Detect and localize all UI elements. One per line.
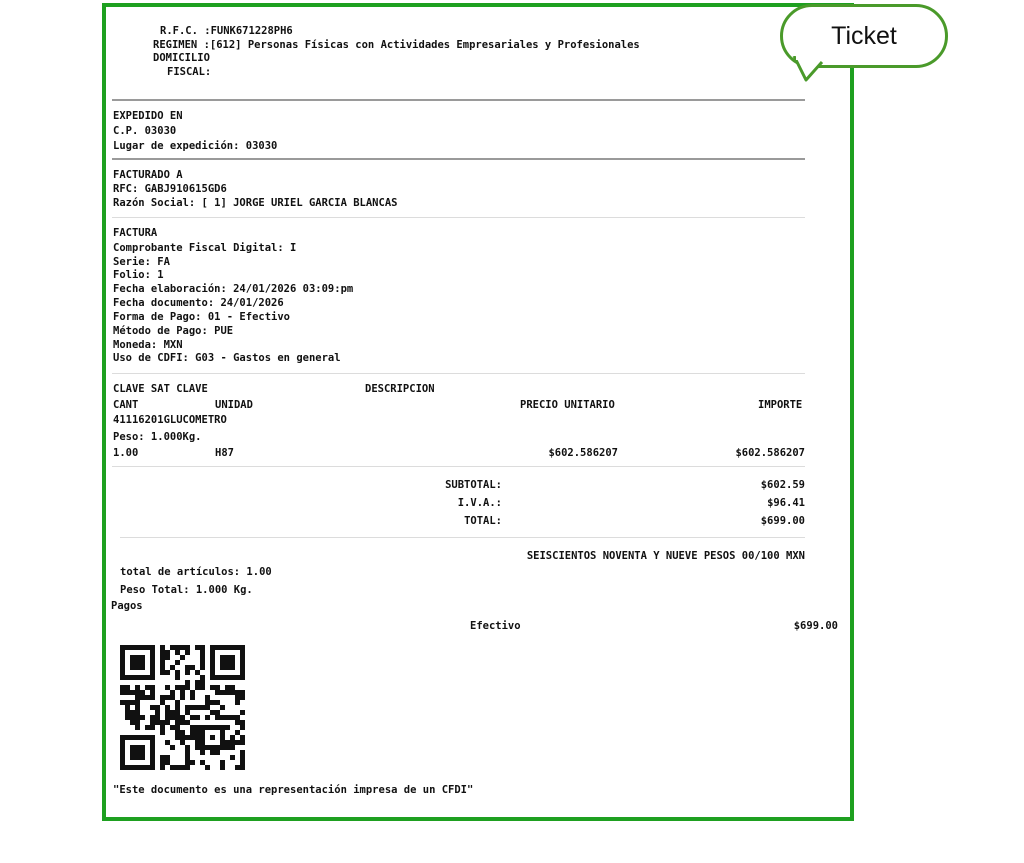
iva-label: I.V.A.: bbox=[457, 497, 502, 509]
subtotal-value: $602.59 bbox=[760, 479, 805, 491]
facturado-title: FACTURADO A bbox=[113, 169, 183, 181]
amount-in-words: SEISCIENTOS NOVENTA Y NUEVE PESOS 00/100 MXN bbox=[526, 550, 805, 562]
cfdi-note: "Este documento es una representación impresa de un CFDI" bbox=[113, 784, 474, 796]
col-header-importe: IMPORTE bbox=[758, 399, 803, 411]
fiscal-line: FISCAL: bbox=[167, 66, 212, 78]
facturado-rfc: RFC: GABJ910615GD6 bbox=[113, 183, 227, 195]
regimen-line: REGIMEN :[612] Personas Físicas con Actividades Empresariales y Profesionales bbox=[153, 39, 640, 51]
expedido-lugar: Lugar de expedición: 03030 bbox=[113, 140, 278, 152]
divider bbox=[112, 373, 805, 374]
col-header-unidad: UNIDAD bbox=[215, 399, 253, 411]
item-clave-desc: 41116201GLUCOMETRO bbox=[113, 414, 227, 426]
factura-line: Fecha documento: 24/01/2026 bbox=[113, 297, 284, 309]
factura-line: Uso de CDFI: G03 - Gastos en general bbox=[113, 352, 341, 364]
factura-line: Fecha elaboración: 24/01/2026 03:09:pm bbox=[113, 283, 354, 295]
divider bbox=[112, 158, 805, 160]
bubble-tail bbox=[792, 56, 828, 84]
item-importe: $602.586207 bbox=[735, 447, 805, 459]
col-header-precio: PRECIO UNITARIO bbox=[520, 399, 615, 411]
total-value: $699.00 bbox=[760, 515, 805, 527]
divider bbox=[112, 466, 805, 467]
factura-line: Folio: 1 bbox=[113, 269, 164, 281]
item-peso: Peso: 1.000Kg. bbox=[113, 431, 202, 443]
factura-line: Método de Pago: PUE bbox=[113, 325, 234, 337]
divider bbox=[112, 99, 805, 101]
col-header-cant: CANT bbox=[113, 399, 139, 411]
domicilio-line: DOMICILIO bbox=[153, 52, 210, 64]
rfc-line: R.F.C. :FUNK671228PH6 bbox=[160, 25, 293, 37]
item-precio: $602.586207 bbox=[548, 447, 618, 459]
pagos-title: Pagos bbox=[111, 600, 143, 612]
total-articulos: total de artículos: 1.00 bbox=[120, 566, 272, 578]
col-header-clave: CLAVE SAT CLAVE bbox=[113, 383, 208, 395]
subtotal-label: SUBTOTAL: bbox=[445, 479, 502, 491]
divider bbox=[112, 217, 805, 218]
item-cant: 1.00 bbox=[113, 447, 139, 459]
facturado-razon: Razón Social: [ 1] JORGE URIEL GARCIA BLANCAS bbox=[113, 197, 398, 209]
item-unidad: H87 bbox=[215, 447, 234, 459]
ticket-label: Ticket bbox=[831, 22, 897, 50]
expedido-cp: C.P. 03030 bbox=[113, 125, 177, 137]
peso-total: Peso Total: 1.000 Kg. bbox=[120, 584, 253, 596]
total-label: TOTAL: bbox=[464, 515, 502, 527]
qr-code bbox=[120, 645, 245, 770]
col-header-descripcion: DESCRIPCION bbox=[365, 383, 435, 395]
factura-line: Comprobante Fiscal Digital: I bbox=[113, 242, 297, 254]
factura-title: FACTURA bbox=[113, 227, 158, 239]
factura-line: Moneda: MXN bbox=[113, 339, 183, 351]
pago-amount: $699.00 bbox=[793, 620, 838, 632]
factura-line: Forma de Pago: 01 - Efectivo bbox=[113, 311, 291, 323]
factura-line: Serie: FA bbox=[113, 256, 170, 268]
divider bbox=[120, 537, 805, 538]
expedido-title: EXPEDIDO EN bbox=[113, 110, 183, 122]
iva-value: $96.41 bbox=[767, 497, 805, 509]
pago-method: Efectivo bbox=[470, 620, 521, 632]
